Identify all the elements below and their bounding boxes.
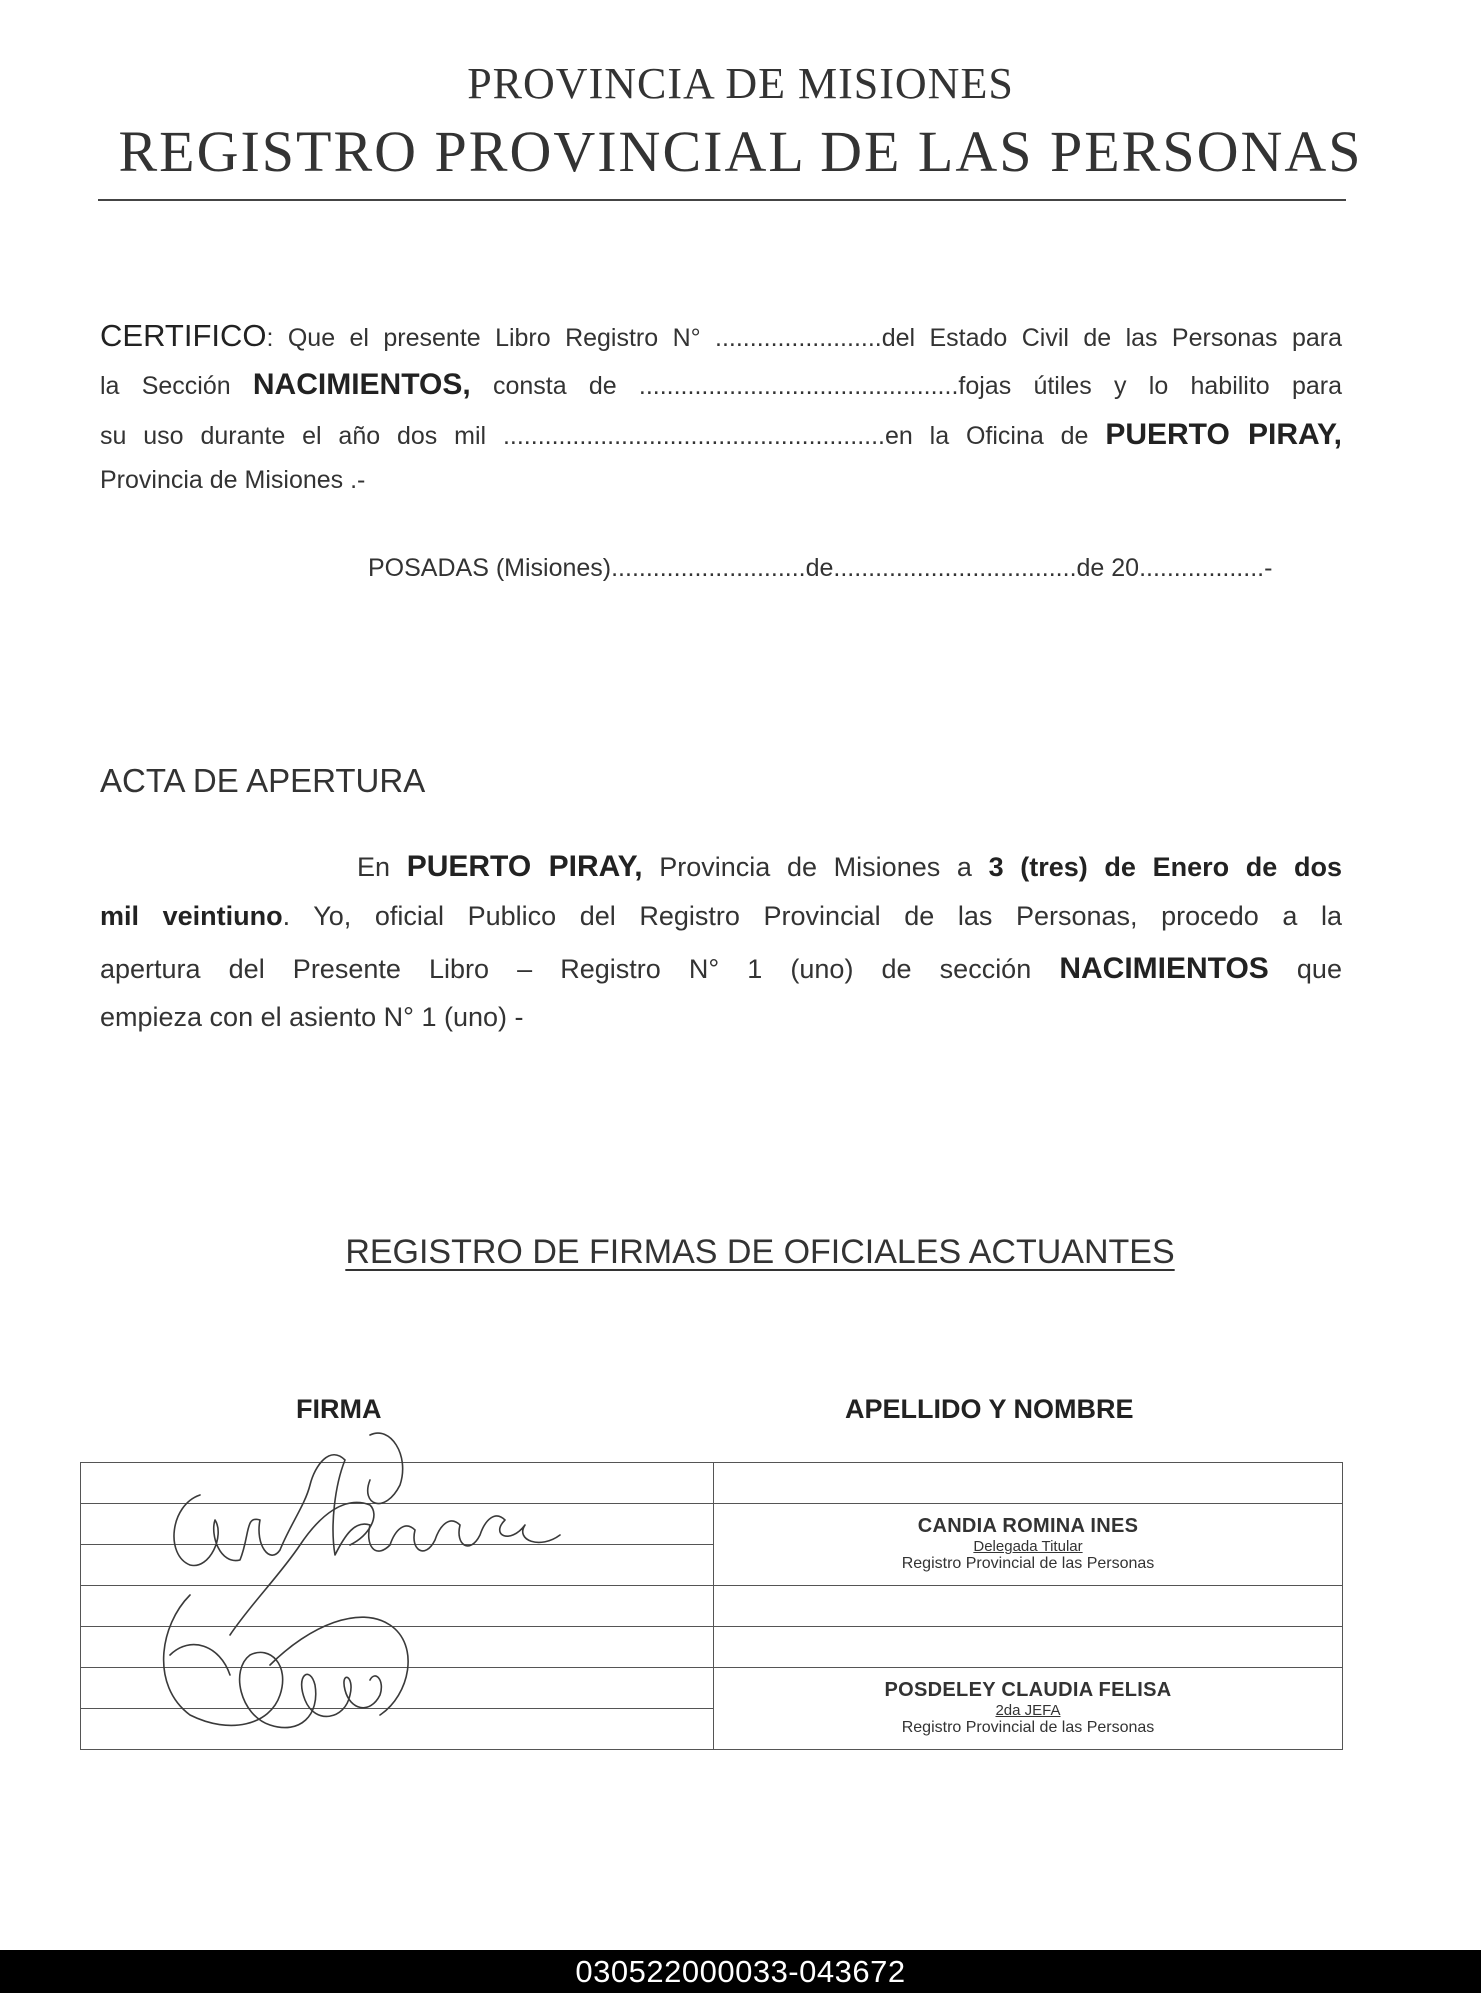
acta-line-1-a: En — [357, 852, 391, 882]
acta-section: NACIMIENTOS — [1059, 952, 1269, 985]
acta-line-2 — [100, 901, 1342, 932]
certifico-line-2-a: la Sección — [100, 372, 231, 400]
header-rule — [98, 199, 1346, 201]
acta-line-4: empieza con el asiento N° 1 (uno) - — [100, 1002, 524, 1032]
handwritten-signatures — [130, 1425, 580, 1755]
header-province: PROVINCIA DE MISIONES — [467, 59, 1014, 108]
certifico-line-2 — [100, 368, 1342, 402]
nombre-cell-official-1 — [714, 1504, 1343, 1586]
official-stamp — [714, 1515, 1342, 1574]
acta-line-2-b: . Yo, oficial Publico del Registro Provincial de las Personas, procedo a la — [282, 901, 1342, 931]
certifico-line-3 — [100, 418, 1342, 452]
acta-title: ACTA DE APERTURA — [100, 762, 426, 799]
official-stamp — [714, 1679, 1342, 1738]
certifico-label: CERTIFICO — [100, 318, 267, 353]
column-header-firma: FIRMA — [296, 1394, 382, 1424]
official-org: Registro Provincial de las Personas — [901, 1555, 1155, 1573]
acta-line-3 — [100, 952, 1342, 986]
acta-year: mil veintiuno — [100, 901, 283, 931]
official-name: CANDIA ROMINA INES — [917, 1515, 1139, 1538]
official-org: Registro Provincial de las Personas — [901, 1719, 1155, 1737]
acta-line-1-c: Provincia de Misiones a — [659, 852, 972, 882]
acta-office: PUERTO PIRAY, — [406, 850, 643, 883]
column-header-nombre: APELLIDO Y NOMBRE — [845, 1394, 1134, 1424]
acta-line-1 — [357, 850, 1342, 884]
section-nacimientos: NACIMIENTOS, — [252, 368, 471, 401]
acta-date: 3 (tres) de Enero de dos — [988, 852, 1342, 882]
certifico-line-2-c: consta de ..............................................fojas útiles y lo habilito para — [492, 372, 1342, 400]
nombre-cell — [714, 1586, 1343, 1627]
official-name: POSDELEY CLAUDIA FELISA — [884, 1679, 1172, 1702]
acta-line-3-c: que — [1296, 954, 1342, 984]
firmas-title: REGISTRO DE FIRMAS DE OFICIALES ACTUANTES — [345, 1233, 1175, 1271]
nombre-cell — [714, 1463, 1343, 1504]
footer-barcode-number: 030522000033-043672 — [0, 1950, 1481, 1993]
nombre-cell — [714, 1627, 1343, 1668]
posadas-date-line: POSADAS (Misiones)............................de...................................de 20..................- — [368, 554, 1273, 582]
certifico-line-3-a: su uso durante el año dos mil .......................................................en la Oficina de — [100, 422, 1089, 450]
certifico-line-1-text: : Que el presente Libro Registro N° ........................del Estado Civil de las Personas para — [266, 324, 1342, 352]
nombre-cell-official-2 — [714, 1668, 1343, 1750]
signature-1 — [174, 1433, 560, 1565]
certifico-line-4: Provincia de Misiones .- — [100, 466, 366, 494]
official-role: Delegada Titular — [973, 1538, 1083, 1556]
acta-line-3-a: apertura del Presente Libro – Registro N° 1 (uno) de sección — [100, 954, 1032, 984]
official-role: 2da JEFA — [995, 1702, 1061, 1720]
office-puerto-piray: PUERTO PIRAY, — [1105, 418, 1342, 451]
certifico-line-1 — [100, 318, 1342, 354]
header-registry: REGISTRO PROVINCIAL DE LAS PERSONAS — [118, 119, 1363, 184]
